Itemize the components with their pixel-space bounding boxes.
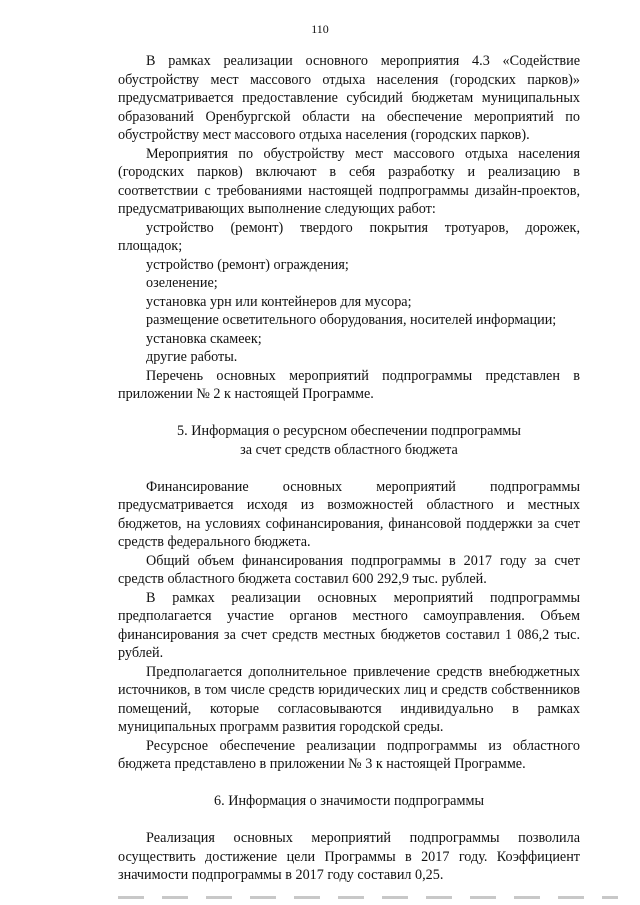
paragraph: В рамках реализации основных мероприятий подпрограммы предполагается участие органов местного самоуправления. Объем финансирования за счет средств местных бюджетов составил 1 086,2 тыс. рублей.: [118, 589, 580, 661]
paragraph: Мероприятия по обустройству мест массового отдыха населения (городских парков) включают в себя разработку и реализацию в соответствии с требованиями настоящей подпрограммы дизайн-проектов, предусматривающих выполнение следующих работ:: [118, 145, 580, 217]
paragraph: Общий объем финансирования подпрограммы в 2017 году за счет средств областного бюджета составил 600 292,9 тыс. рублей.: [118, 552, 580, 587]
paragraph: Ресурсное обеспечение реализации подпрограммы из областного бюджета представлено в приложении № 3 к настоящей Программе.: [118, 737, 580, 772]
paragraph: В рамках реализации основного мероприятия 4.3 «Содействие обустройству мест массового отдыха населения (городских парков)» предусматривается предоставление субсидий бюджетам муниципальных образований Оренбургской области на обеспечение мероприятий по обустройству мест массового отдыха населения (городских парков).: [118, 53, 580, 143]
section-heading: 6. Информация о значимости подпрограммы: [214, 793, 484, 809]
section-heading: [118, 422, 580, 459]
list-item: озеленение;: [146, 275, 218, 291]
list-item: устройство (ремонт) ограждения;: [146, 256, 349, 273]
paragraph: Финансирование основных мероприятий подпрограммы предусматривается исходя из возможностей областного и местных бюджетов, на условиях софинансирования, финансовой поддержки за счет средств федерального бюджета.: [118, 478, 580, 550]
paragraph: Реализация основных мероприятий подпрограммы позволила осуществить достижение цели Программы в 2017 году. Коэффициент значимости подпрограммы в 2017 году составил 0,25.: [118, 830, 580, 883]
list-item: размещение осветительного оборудования, носителей информации;: [146, 312, 557, 328]
section-heading-line: за счет средств областного бюджета: [240, 441, 458, 458]
section-heading-line: 5. Информация о ресурсном обеспечении подпрограммы: [177, 423, 521, 439]
list-item: установка урн или контейнеров для мусора;: [146, 293, 412, 310]
list-item: другие работы.: [146, 349, 238, 365]
footer-scan-artifact: [118, 896, 618, 899]
paragraph: Перечень основных мероприятий подпрограммы представлен в приложении № 2 к настоящей Программе.: [118, 367, 580, 402]
page-number: 110: [311, 22, 329, 36]
page-content: [118, 52, 580, 885]
paragraph: Предполагается дополнительное привлечение средств внебюджетных источников, в том числе средств юридических лиц и средств собственников помещений, которые согласовываются индивидуально в рамках муниципальных программ развития городской среды.: [118, 663, 580, 735]
list-item: установка скамеек;: [146, 330, 262, 347]
list-item: устройство (ремонт) твердого покрытия тротуаров, дорожек, площадок;: [118, 219, 580, 254]
